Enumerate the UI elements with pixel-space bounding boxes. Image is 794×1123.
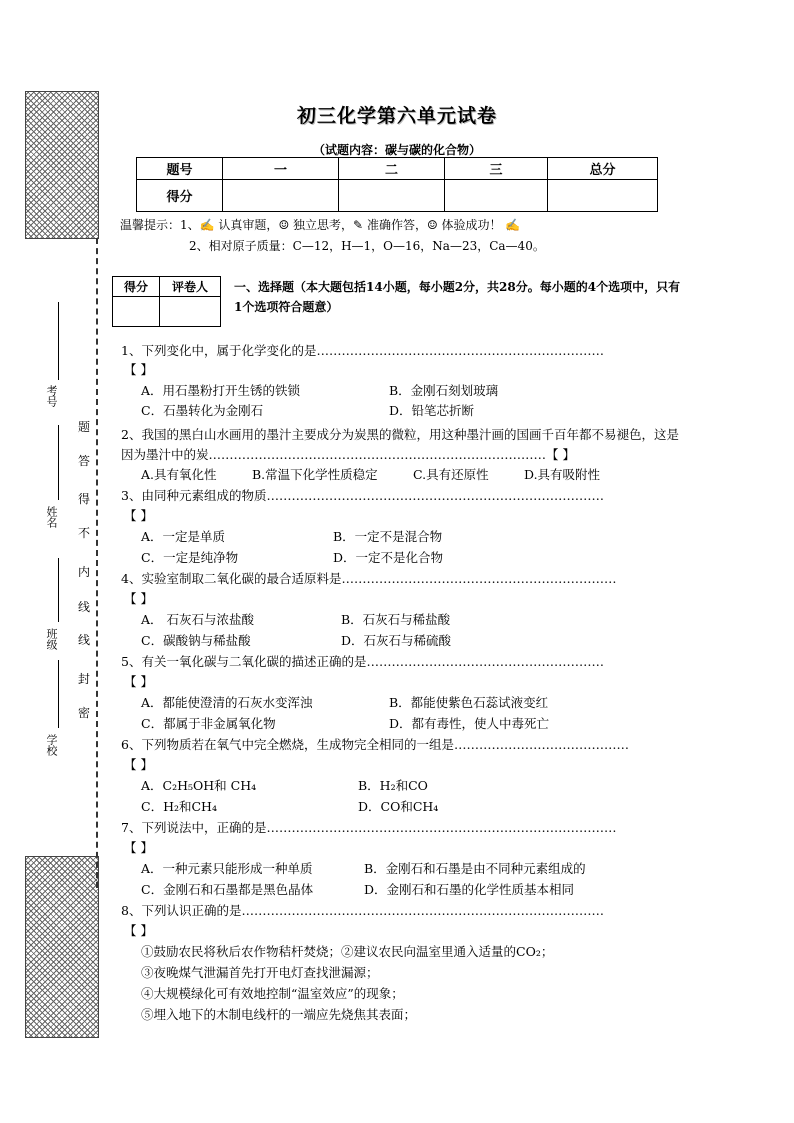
seal-char: 不 [78, 526, 91, 540]
seal-char: 答 [78, 454, 91, 468]
tips-line-2: 2、相对原子质量：C—12，H—1，O—16，Na—23，Ca—40。 [189, 239, 545, 253]
grader-table [112, 276, 221, 327]
option-d[interactable]: D．一定不是化合物 [333, 550, 444, 565]
score-input-cell[interactable] [339, 180, 445, 212]
field-label-exam-id: 考号 [45, 385, 58, 407]
statement-item: ⑤埋入地下的木制电线杆的一端应先烧焦其表面； [141, 1007, 417, 1022]
option-b[interactable]: B．一定不是混合物 [333, 529, 443, 544]
answer-bracket[interactable]: 【 】 [124, 840, 153, 855]
option-d[interactable]: D．都有毒性，使人中毒死亡 [389, 716, 550, 731]
score-table [136, 157, 658, 212]
seal-char: 得 [78, 492, 91, 506]
option-c[interactable]: C．碳酸钠与稀盐酸 [141, 633, 251, 648]
option-d[interactable]: D．铅笔芯折断 [389, 403, 475, 418]
statement-item: ④大规模绿化可有效地控制“温室效应”的现象； [141, 986, 404, 1001]
tip-b: 独立思考， [293, 218, 354, 232]
field-line-class [58, 558, 59, 622]
score-row-label: 得分 [137, 180, 223, 212]
tip-a: 认真审题， [218, 218, 279, 232]
answer-bracket[interactable]: 【 】 [124, 757, 153, 772]
option-c[interactable]: C．都属于非金属氧化物 [141, 716, 276, 731]
option-d[interactable]: D.具有吸附性 [524, 467, 601, 482]
page-subtitle: （试题内容：碳与碳的化合物） [312, 143, 481, 157]
score-input-cell[interactable] [223, 180, 339, 212]
tips-line-1 [120, 216, 520, 233]
hand-write-icon: ✍ [505, 218, 521, 232]
tip-d: 体验成功！ [441, 218, 502, 232]
option-c[interactable]: C．一定是纯净物 [141, 550, 239, 565]
answer-bracket[interactable]: 【 】 [124, 508, 153, 523]
option-a[interactable]: A.具有氧化性 [141, 467, 217, 482]
seal-char: 线 [78, 633, 91, 647]
option-a[interactable]: A．用石墨粉打开生锈的铁锁 [141, 383, 301, 398]
score-input-cell[interactable] [445, 180, 548, 212]
option-a[interactable]: A． 石灰石与浓盐酸 [141, 612, 255, 627]
answer-bracket[interactable]: 【 】 [124, 362, 153, 377]
grader-reviewer-label: 评卷人 [160, 277, 221, 297]
field-line-school [58, 660, 59, 728]
grader-reviewer-cell[interactable] [160, 297, 221, 327]
option-d[interactable]: D．金刚石和石墨的化学性质基本相同 [364, 882, 575, 897]
option-a[interactable]: A．一定是单质 [141, 529, 226, 544]
answer-bracket[interactable]: 【 】 [124, 674, 153, 689]
option-b[interactable]: B.常温下化学性质稳定 [252, 467, 378, 482]
option-c[interactable]: C．H₂和CH₄ [141, 799, 217, 814]
smiley-icon: ☺ [278, 218, 290, 232]
option-d[interactable]: D．CO和CH₄ [358, 799, 439, 814]
option-b[interactable]: B．金刚石和石墨是由不同种元素组成的 [364, 861, 586, 876]
statement-item: ①鼓励农民将秋后农作物秸杆焚烧；②建议农民向温室里通入适量的CO₂； [141, 944, 554, 959]
score-input-cell[interactable] [548, 180, 658, 212]
tips-prefix: 温馨提示：1、 [120, 218, 200, 232]
page-title: 初三化学第六单元试卷 [296, 105, 497, 127]
field-line-exam-id [58, 302, 59, 380]
option-b[interactable]: B．都能使紫色石蕊试液变红 [389, 695, 549, 710]
hands-icon: ✍ [199, 218, 215, 232]
seal-char: 线 [78, 600, 91, 614]
field-label-name: 姓名 [45, 506, 58, 528]
question-3-stem: 3、由同种元素组成的物质……………………………………………………………………… [121, 488, 604, 503]
option-a[interactable]: A．一种元素只能形成一种单质 [141, 861, 313, 876]
option-c[interactable]: C．石墨转化为金刚石 [141, 403, 264, 418]
question-8-stem: 8、下列认识正确的是…………………………………………………………………………… [121, 903, 604, 918]
question-4-stem: 4、实验室制取二氧化碳的最合适原料是………………………………………………………… [121, 571, 617, 586]
score-header-cell: 题号 [137, 158, 223, 180]
question-6-stem: 6、下列物质若在氧气中完全燃烧，生成物完全相同的一组是…………………………………… [121, 737, 629, 752]
score-header-cell: 一 [223, 158, 339, 180]
field-line-name [58, 425, 59, 500]
section-1-title: 一、选择题（本大题包括14小题，每小题2分，共28分。每小题的4个选项中，只有1个选项符合题意） [234, 280, 681, 314]
seal-char: 密 [78, 706, 91, 720]
grader-score-cell[interactable] [113, 297, 160, 327]
option-c[interactable]: C.具有还原性 [413, 467, 489, 482]
tip-c: 准确作答， [366, 218, 427, 232]
pen-icon: ✎ [353, 218, 364, 232]
grader-score-label: 得分 [113, 277, 160, 297]
question-1-stem: 1、下列变化中，属于化学变化的是…………………………………………………………… [121, 343, 604, 358]
seal-char: 内 [78, 565, 91, 579]
answer-bracket[interactable]: 【 】 [124, 923, 153, 938]
option-c[interactable]: C．金刚石和石墨都是黑色晶体 [141, 882, 314, 897]
binding-dashed-line [96, 238, 98, 888]
field-label-school: 学校 [45, 734, 58, 756]
hatched-block-bottom [25, 856, 99, 1038]
score-header-cell: 总分 [548, 158, 658, 180]
option-b[interactable]: B．石灰石与稀盐酸 [341, 612, 451, 627]
option-b[interactable]: B．H₂和CO [358, 778, 428, 793]
option-a[interactable]: A．都能使澄清的石灰水变浑浊 [141, 695, 313, 710]
question-2-stem: 2、我国的黑白山水画用的墨汁主要成分为炭黑的微粒，用这种墨汁画的国画千百年都不易褪色，这是因为墨汁中的炭………………………………………………………………………【 】 [121, 427, 679, 462]
question-5-stem: 5、有关一氧化碳与二氧化碳的描述正确的是………………………………………………… [121, 654, 604, 669]
option-a[interactable]: A．C₂H₅OH和 CH₄ [141, 778, 257, 793]
smiley-icon: ☺ [426, 218, 438, 232]
seal-char: 封 [78, 672, 91, 686]
option-b[interactable]: B．金刚石刻划玻璃 [389, 383, 499, 398]
question-7-stem: 7、下列说法中，正确的是………………………………………………………………………… [121, 820, 617, 835]
score-header-cell: 三 [445, 158, 548, 180]
statement-item: ③夜晚煤气泄漏首先打开电灯查找泄漏源； [141, 965, 379, 980]
seal-char: 题 [78, 420, 91, 434]
option-d[interactable]: D．石灰石与稀硫酸 [341, 633, 452, 648]
score-header-cell: 二 [339, 158, 445, 180]
answer-bracket[interactable]: 【 】 [124, 591, 153, 606]
field-label-class: 班级 [45, 628, 58, 650]
